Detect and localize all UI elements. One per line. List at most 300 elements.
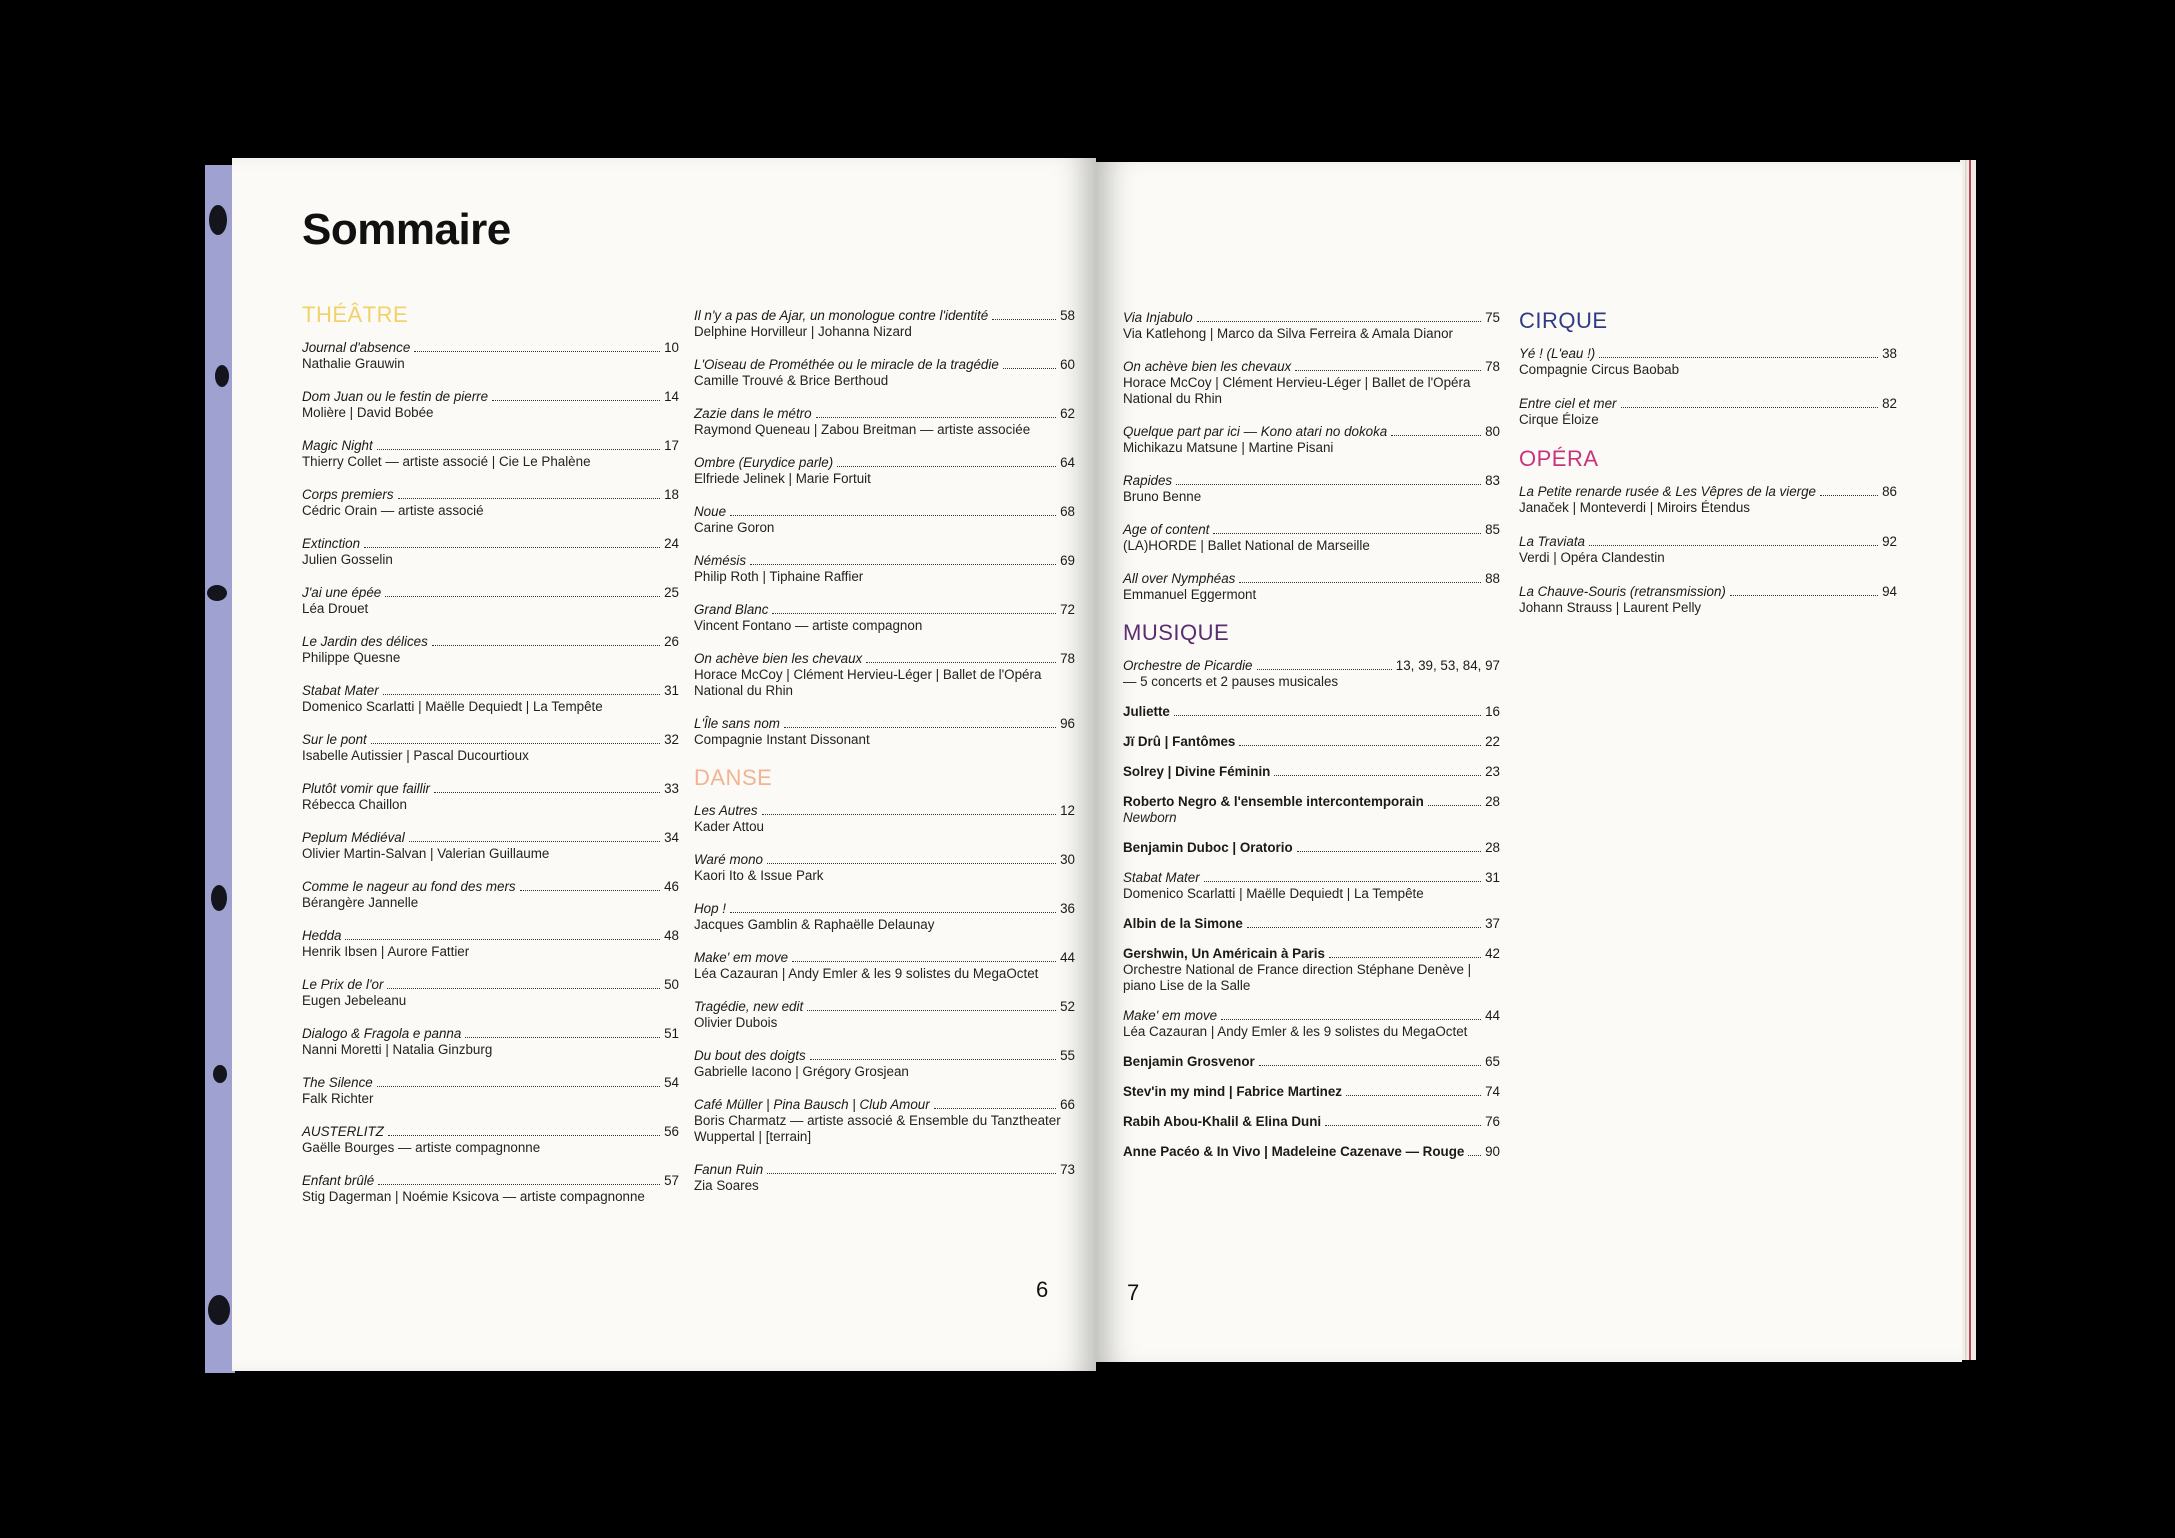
toc-entry-page: 66 bbox=[1060, 1097, 1075, 1112]
toc-entry bbox=[1123, 1144, 1500, 1160]
toc-entry bbox=[694, 553, 1075, 585]
toc-entry-credits: Compagnie Instant Dissonant bbox=[694, 732, 870, 747]
toc-entry-title: Peplum Médiéval bbox=[302, 830, 405, 845]
toc-entry-page: 26 bbox=[664, 634, 679, 649]
toc-entry-page: 31 bbox=[664, 683, 679, 698]
toc-entry bbox=[1123, 359, 1500, 407]
toc-entry-credits: Newborn bbox=[1123, 810, 1177, 825]
toc-entry-line bbox=[694, 1048, 1075, 1064]
toc-entry-page: 83 bbox=[1485, 473, 1500, 488]
toc-entry-credits: Via Katlehong | Marco da Silva Ferreira & Amala Dianor bbox=[1123, 326, 1453, 341]
dot-leader bbox=[807, 1010, 1056, 1011]
toc-entry-credits: Gaëlle Bourges — artiste compagnonne bbox=[302, 1140, 541, 1155]
section-heading-danse: DANSE bbox=[694, 765, 773, 790]
toc-entry-title: Fanun Ruin bbox=[694, 1162, 764, 1177]
dot-leader bbox=[1820, 495, 1878, 496]
toc-entry-line bbox=[1123, 1084, 1500, 1100]
toc-entry-title: Entre ciel et mer bbox=[1519, 396, 1617, 411]
toc-entry bbox=[302, 1173, 679, 1205]
toc-entry bbox=[1123, 571, 1500, 603]
dot-leader bbox=[934, 1108, 1056, 1109]
toc-entry-page: 33 bbox=[664, 781, 679, 796]
toc-entry-credits: Olivier Martin-Salvan | Valerian Guillaume bbox=[302, 846, 550, 861]
toc-entry-page: 28 bbox=[1485, 840, 1500, 855]
toc-entry bbox=[694, 803, 1075, 835]
toc-entry bbox=[694, 950, 1075, 982]
toc-entry-page: 88 bbox=[1485, 571, 1500, 586]
toc-entry bbox=[302, 830, 679, 862]
toc-entry-page: 64 bbox=[1060, 455, 1075, 470]
toc-entry bbox=[1123, 522, 1500, 554]
toc-entry-line bbox=[1519, 484, 1897, 500]
toc-entry-title: Rabih Abou-Khalil & Elina Duni bbox=[1123, 1114, 1322, 1129]
toc-entry-title: Dialogo & Fragola e panna bbox=[302, 1026, 462, 1041]
toc-entry-line bbox=[1123, 946, 1500, 962]
toc-entry-page: 22 bbox=[1485, 734, 1500, 749]
toc-entry-title: Jï Drû | Fantômes bbox=[1123, 734, 1236, 749]
toc-entry-page: 32 bbox=[664, 732, 679, 747]
toc-entry-line bbox=[302, 1173, 679, 1189]
dot-leader bbox=[1346, 1095, 1481, 1096]
toc-entry bbox=[694, 455, 1075, 487]
toc-entry-page: 86 bbox=[1882, 484, 1897, 499]
toc-entry bbox=[1123, 1054, 1500, 1070]
toc-entry-title: Make' em move bbox=[1123, 1008, 1218, 1023]
toc-entry-line bbox=[694, 950, 1075, 966]
toc-entry-credits: Molière | David Bobée bbox=[302, 405, 434, 420]
toc-entry-page: 18 bbox=[664, 487, 679, 502]
toc-entry-line bbox=[1123, 522, 1500, 538]
column-theatre bbox=[302, 302, 679, 1222]
toc-entry-line bbox=[694, 308, 1075, 324]
toc-entry-page: 78 bbox=[1060, 651, 1075, 666]
toc-entry-credits: Compagnie Circus Baobab bbox=[1519, 362, 1680, 377]
toc-entry-title: Quelque part par ici — Kono atari no dokoka bbox=[1123, 424, 1388, 439]
dot-leader bbox=[1589, 545, 1878, 546]
toc-entry-credits: — 5 concerts et 2 pauses musicales bbox=[1123, 674, 1339, 689]
toc-entry-line bbox=[302, 781, 679, 797]
dot-leader bbox=[388, 1135, 660, 1136]
toc-entry-line bbox=[694, 901, 1075, 917]
toc-entry-credits: Orchestre National de France direction Stéphane Denève | piano Lise de la Salle bbox=[1123, 962, 1472, 993]
toc-entry-line bbox=[1123, 840, 1500, 856]
toc-entry bbox=[1519, 584, 1897, 616]
toc-entry-credits: Kaori Ito & Issue Park bbox=[694, 868, 824, 883]
toc-entry-line bbox=[1123, 794, 1500, 810]
dot-leader bbox=[1239, 745, 1481, 746]
toc-entry-title: Ombre (Eurydice parle) bbox=[694, 455, 834, 470]
toc-entry-page: 54 bbox=[664, 1075, 679, 1090]
toc-entry-line bbox=[1123, 359, 1500, 375]
entry-list bbox=[694, 308, 1075, 748]
toc-entry-line bbox=[302, 928, 679, 944]
toc-entry-line bbox=[302, 389, 679, 405]
toc-entry-line bbox=[694, 1097, 1075, 1113]
toc-entry-page: 55 bbox=[1060, 1048, 1075, 1063]
dot-leader bbox=[837, 466, 1056, 467]
toc-entry-credits: Domenico Scarlatti | Maëlle Dequiedt | La Tempête bbox=[1123, 886, 1424, 901]
toc-entry-title: Plutôt vomir que faillir bbox=[302, 781, 431, 796]
toc-entry-title: Tragédie, new edit bbox=[694, 999, 804, 1014]
toc-entry bbox=[302, 438, 679, 470]
dot-leader bbox=[1204, 881, 1481, 882]
toc-entry-title: Yé ! (L'eau !) bbox=[1519, 346, 1596, 361]
toc-entry-line bbox=[1519, 396, 1897, 412]
dot-leader bbox=[767, 1173, 1056, 1174]
dot-leader bbox=[992, 319, 1056, 320]
toc-entry-title: Anne Pacéo & In Vivo | Madeleine Cazenave — Rouge bbox=[1123, 1144, 1465, 1159]
toc-entry-credits: Horace McCoy | Clément Hervieu-Léger | Ballet de l'Opéra National du Rhin bbox=[1123, 375, 1471, 406]
toc-entry-page: 76 bbox=[1485, 1114, 1500, 1129]
toc-entry-credits: Elfriede Jelinek | Marie Fortuit bbox=[694, 471, 871, 486]
toc-entry-title: La Petite renarde rusée & Les Vêpres de la vierge bbox=[1519, 484, 1817, 499]
toc-entry-line bbox=[1123, 1114, 1500, 1130]
dot-leader bbox=[1428, 805, 1481, 806]
toc-entry-page: 62 bbox=[1060, 406, 1075, 421]
toc-entry-line bbox=[1123, 571, 1500, 587]
toc-entry bbox=[1123, 764, 1500, 780]
toc-entry-page: 57 bbox=[664, 1173, 679, 1188]
toc-entry bbox=[1519, 396, 1897, 428]
toc-entry-title: On achève bien les chevaux bbox=[1123, 359, 1292, 374]
dot-leader bbox=[866, 662, 1056, 663]
toc-entry-line bbox=[1519, 534, 1897, 550]
toc-entry-credits: Nathalie Grauwin bbox=[302, 356, 405, 371]
dot-leader bbox=[1329, 957, 1481, 958]
dot-leader bbox=[792, 961, 1056, 962]
toc-entry-credits: Thierry Collet — artiste associé | Cie Le Phalène bbox=[302, 454, 591, 469]
toc-entry-line bbox=[302, 340, 679, 356]
entry-list bbox=[1123, 658, 1500, 1160]
dot-leader bbox=[784, 727, 1056, 728]
toc-entry bbox=[694, 357, 1075, 389]
toc-entry-line bbox=[1123, 1144, 1500, 1160]
toc-entry bbox=[302, 732, 679, 764]
toc-entry-title: Extinction bbox=[302, 536, 361, 551]
toc-entry-title: Via Injabulo bbox=[1123, 310, 1193, 325]
page-number-left: 6 bbox=[1036, 1277, 1049, 1302]
toc-entry-credits: Domenico Scarlatti | Maëlle Dequiedt | La Tempête bbox=[302, 699, 603, 714]
dot-leader bbox=[387, 988, 660, 989]
toc-entry-title: La Chauve-Souris (retransmission) bbox=[1519, 584, 1726, 599]
dot-leader bbox=[1259, 1065, 1481, 1066]
toc-entry bbox=[302, 1075, 679, 1107]
toc-entry bbox=[1123, 1084, 1500, 1100]
toc-entry bbox=[1123, 704, 1500, 720]
toc-entry bbox=[694, 651, 1075, 699]
toc-entry-title: Il n'y a pas de Ajar, un monologue contre l'identité bbox=[694, 308, 989, 323]
toc-entry-credits: Bérangère Jannelle bbox=[302, 895, 419, 910]
toc-entry bbox=[302, 634, 679, 666]
toc-entry bbox=[302, 781, 679, 813]
dot-leader bbox=[434, 792, 660, 793]
toc-entry-line bbox=[694, 803, 1075, 819]
toc-entry-line bbox=[302, 438, 679, 454]
toc-entry-page: 13, 39, 53, 84, 97 bbox=[1395, 658, 1500, 673]
dot-leader bbox=[432, 645, 660, 646]
dot-leader bbox=[750, 564, 1056, 565]
book-left-edge bbox=[205, 165, 235, 1373]
toc-entry-page: 80 bbox=[1485, 424, 1500, 439]
toc-entry-title: Le Jardin des délices bbox=[302, 634, 428, 649]
entry-list bbox=[1123, 310, 1500, 603]
toc-entry-line bbox=[1123, 1054, 1500, 1070]
toc-entry-line bbox=[694, 357, 1075, 373]
toc-entry-credits: Léa Cazauran | Andy Emler & les 9 solistes du MegaOctet bbox=[1123, 1024, 1468, 1039]
toc-entry-page: 36 bbox=[1060, 901, 1075, 916]
toc-entry-page: 85 bbox=[1485, 522, 1500, 537]
toc-entry-title: Les Autres bbox=[694, 803, 758, 818]
dot-leader bbox=[1297, 851, 1481, 852]
toc-entry bbox=[1519, 534, 1897, 566]
toc-entry-line bbox=[302, 879, 679, 895]
toc-entry-line bbox=[694, 1162, 1075, 1178]
toc-entry-page: 96 bbox=[1060, 716, 1075, 731]
dot-leader bbox=[492, 400, 660, 401]
toc-entry bbox=[1123, 1008, 1500, 1040]
page-number-right: 7 bbox=[1127, 1280, 1140, 1305]
toc-entry bbox=[1123, 916, 1500, 932]
toc-entry-title: Waré mono bbox=[694, 852, 763, 867]
toc-entry-page: 90 bbox=[1485, 1144, 1500, 1159]
entry-list bbox=[694, 803, 1075, 1194]
toc-entry-page: 92 bbox=[1882, 534, 1897, 549]
dot-leader bbox=[377, 1086, 660, 1087]
toc-entry-page: 10 bbox=[664, 340, 679, 355]
toc-entry-credits: Cirque Éloize bbox=[1519, 412, 1599, 427]
toc-entry-page: 78 bbox=[1485, 359, 1500, 374]
toc-entry-page: 68 bbox=[1060, 504, 1075, 519]
entry-list bbox=[1519, 346, 1897, 428]
toc-entry-line bbox=[694, 602, 1075, 618]
dot-leader bbox=[1730, 595, 1878, 596]
toc-entry-line bbox=[302, 536, 679, 552]
dot-leader bbox=[1468, 1155, 1481, 1156]
toc-entry bbox=[302, 683, 679, 715]
toc-entry-line bbox=[302, 585, 679, 601]
toc-entry-line bbox=[1519, 584, 1897, 600]
dot-leader bbox=[385, 596, 660, 597]
toc-entry bbox=[302, 340, 679, 372]
toc-entry-page: 14 bbox=[664, 389, 679, 404]
toc-entry bbox=[302, 879, 679, 911]
toc-entry-line bbox=[302, 487, 679, 503]
dot-leader bbox=[1221, 1019, 1481, 1020]
toc-entry-credits: Henrik Ibsen | Aurore Fattier bbox=[302, 944, 470, 959]
toc-entry-credits: Camille Trouvé & Brice Berthoud bbox=[694, 373, 889, 388]
dot-leader bbox=[1599, 357, 1878, 358]
toc-entry-page: 34 bbox=[664, 830, 679, 845]
dot-leader bbox=[377, 449, 660, 450]
toc-entry bbox=[1123, 658, 1500, 690]
toc-entry-title: Journal d'absence bbox=[302, 340, 411, 355]
dot-leader bbox=[772, 613, 1056, 614]
toc-entry-title: Stabat Mater bbox=[302, 683, 379, 698]
dot-leader bbox=[345, 939, 660, 940]
entry-list bbox=[1519, 484, 1897, 616]
toc-entry-credits: Michikazu Matsune | Martine Pisani bbox=[1123, 440, 1334, 455]
toc-entry-page: 65 bbox=[1485, 1054, 1500, 1069]
toc-entry-page: 94 bbox=[1882, 584, 1897, 599]
dot-leader bbox=[465, 1037, 660, 1038]
dot-leader bbox=[414, 351, 660, 352]
toc-entry bbox=[1123, 310, 1500, 342]
toc-entry-line bbox=[1123, 764, 1500, 780]
toc-entry bbox=[1123, 870, 1500, 902]
toc-entry bbox=[1123, 794, 1500, 826]
toc-entry-page: 30 bbox=[1060, 852, 1075, 867]
toc-entry-credits: (LA)HORDE | Ballet National de Marseille bbox=[1123, 538, 1370, 553]
entry-list bbox=[302, 340, 679, 1205]
toc-entry bbox=[1123, 424, 1500, 456]
toc-entry-title: Albin de la Simone bbox=[1123, 916, 1243, 931]
toc-entry-credits: Delphine Horvilleur | Johanna Nizard bbox=[694, 324, 912, 339]
section-heading-musique: MUSIQUE bbox=[1123, 620, 1230, 645]
toc-entry bbox=[694, 1048, 1075, 1080]
toc-entry-line bbox=[694, 406, 1075, 422]
toc-entry-title: Du bout des doigts bbox=[694, 1048, 806, 1063]
toc-entry bbox=[1123, 840, 1500, 856]
toc-entry-credits: Janaček | Monteverdi | Miroirs Étendus bbox=[1519, 500, 1750, 515]
toc-entry-credits: Olivier Dubois bbox=[694, 1015, 778, 1030]
toc-entry-title: Gershwin, Un Américain à Paris bbox=[1123, 946, 1325, 961]
toc-entry-page: 23 bbox=[1485, 764, 1500, 779]
dot-leader bbox=[1003, 368, 1056, 369]
toc-entry-line bbox=[1123, 310, 1500, 326]
toc-entry-title: Benjamin Duboc | Oratorio bbox=[1123, 840, 1293, 855]
toc-entry-line bbox=[302, 1124, 679, 1140]
toc-entry-page: 42 bbox=[1485, 946, 1500, 961]
toc-entry-line bbox=[1123, 916, 1500, 932]
toc-entry-title: AUSTERLITZ bbox=[302, 1124, 384, 1139]
dot-leader bbox=[1391, 435, 1481, 436]
toc-entry-line bbox=[1123, 424, 1500, 440]
toc-entry-line bbox=[1123, 704, 1500, 720]
dot-leader bbox=[1176, 484, 1481, 485]
toc-entry-page: 31 bbox=[1485, 870, 1500, 885]
dot-leader bbox=[1274, 775, 1481, 776]
dot-leader bbox=[730, 912, 1056, 913]
dot-leader bbox=[398, 498, 661, 499]
page-title: Sommaire bbox=[302, 205, 511, 254]
toc-entry-credits: Vincent Fontano — artiste compagnon bbox=[694, 618, 923, 633]
toc-entry-title: Juliette bbox=[1123, 704, 1170, 719]
toc-entry-line bbox=[1123, 473, 1500, 489]
toc-entry-line bbox=[694, 852, 1075, 868]
toc-entry bbox=[694, 716, 1075, 748]
toc-entry bbox=[1123, 473, 1500, 505]
toc-entry-page: 51 bbox=[664, 1026, 679, 1041]
toc-entry bbox=[302, 585, 679, 617]
toc-entry bbox=[302, 928, 679, 960]
toc-entry bbox=[694, 901, 1075, 933]
toc-entry-credits: Nanni Moretti | Natalia Ginzburg bbox=[302, 1042, 493, 1057]
toc-entry-title: Make' em move bbox=[694, 950, 789, 965]
toc-entry-title: Magic Night bbox=[302, 438, 373, 453]
toc-entry-title: Enfant brûlé bbox=[302, 1173, 375, 1188]
toc-entry-page: 44 bbox=[1485, 1008, 1500, 1023]
toc-entry-title: The Silence bbox=[302, 1075, 373, 1090]
dot-leader bbox=[810, 1059, 1056, 1060]
toc-entry bbox=[1123, 946, 1500, 994]
toc-entry-credits: Johann Strauss | Laurent Pelly bbox=[1519, 600, 1702, 615]
toc-entry-line bbox=[302, 634, 679, 650]
toc-entry-credits: Zia Soares bbox=[694, 1178, 759, 1193]
dot-leader bbox=[1239, 582, 1481, 583]
toc-entry-title: Café Müller | Pina Bausch | Club Amour bbox=[694, 1097, 930, 1112]
toc-entry-title: Corps premiers bbox=[302, 487, 394, 502]
dot-leader bbox=[378, 1184, 660, 1185]
toc-entry-page: 28 bbox=[1485, 794, 1500, 809]
toc-entry-line bbox=[694, 651, 1075, 667]
toc-entry-page: 38 bbox=[1882, 346, 1897, 361]
toc-entry-title: Solrey | Divine Féminin bbox=[1123, 764, 1271, 779]
toc-entry-page: 75 bbox=[1485, 310, 1500, 325]
column-theatre-danse bbox=[694, 308, 1075, 1211]
toc-entry-credits: Raymond Queneau | Zabou Breitman — artiste associée bbox=[694, 422, 1031, 437]
toc-entry-title: Hop ! bbox=[694, 901, 727, 916]
toc-entry-credits: Philip Roth | Tiphaine Raffier bbox=[694, 569, 864, 584]
toc-entry-line bbox=[1123, 870, 1500, 886]
toc-entry-credits: Isabelle Autissier | Pascal Ducourtioux bbox=[302, 748, 529, 763]
toc-entry-line bbox=[694, 716, 1075, 732]
toc-entry-page: 24 bbox=[664, 536, 679, 551]
toc-entry-line bbox=[1123, 1008, 1500, 1024]
toc-entry-line bbox=[302, 830, 679, 846]
dot-leader bbox=[730, 515, 1056, 516]
toc-entry-page: 16 bbox=[1485, 704, 1500, 719]
section-heading-cirque: CIRQUE bbox=[1519, 308, 1608, 333]
toc-entry-title: Rapides bbox=[1123, 473, 1173, 488]
toc-entry-credits: Cédric Orain — artiste associé bbox=[302, 503, 484, 518]
dot-leader bbox=[1295, 370, 1481, 371]
toc-entry-title: Le Prix de l'or bbox=[302, 977, 384, 992]
toc-entry-credits: Jacques Gamblin & Raphaëlle Delaunay bbox=[694, 917, 935, 932]
toc-entry-line bbox=[1519, 346, 1897, 362]
toc-entry bbox=[302, 1124, 679, 1156]
toc-entry-page: 52 bbox=[1060, 999, 1075, 1014]
toc-entry bbox=[302, 487, 679, 519]
dot-leader bbox=[767, 863, 1056, 864]
toc-entry-credits: Bruno Benne bbox=[1123, 489, 1202, 504]
toc-entry bbox=[694, 406, 1075, 438]
toc-entry-page: 69 bbox=[1060, 553, 1075, 568]
toc-entry bbox=[694, 852, 1075, 884]
toc-entry-page: 82 bbox=[1882, 396, 1897, 411]
column-danse-musique bbox=[1123, 310, 1500, 1174]
toc-entry-title: Orchestre de Picardie bbox=[1123, 658, 1253, 673]
toc-entry-title: Comme le nageur au fond des mers bbox=[302, 879, 516, 894]
book-right-edge bbox=[1960, 160, 1976, 1360]
toc-entry-line bbox=[302, 1075, 679, 1091]
toc-entry-title: L'Île sans nom bbox=[694, 716, 780, 731]
toc-entry-line bbox=[302, 977, 679, 993]
toc-entry-credits: Horace McCoy | Clément Hervieu-Léger | Ballet de l'Opéra National du Rhin bbox=[694, 667, 1042, 698]
toc-entry-page: 58 bbox=[1060, 308, 1075, 323]
toc-entry-page: 74 bbox=[1485, 1084, 1500, 1099]
toc-entry-line bbox=[1123, 658, 1500, 674]
dot-leader bbox=[1257, 669, 1392, 670]
toc-entry-title: Age of content bbox=[1123, 522, 1210, 537]
dot-leader bbox=[1174, 715, 1481, 716]
toc-entry-title: Zazie dans le métro bbox=[694, 406, 812, 421]
toc-entry-credits: Boris Charmatz — artiste associé & Ensemble du Tanztheater Wuppertal | [terrain] bbox=[694, 1113, 1061, 1144]
toc-entry-title: Sur le pont bbox=[302, 732, 367, 747]
toc-entry bbox=[694, 602, 1075, 634]
toc-entry-credits: Léa Cazauran | Andy Emler & les 9 solistes du MegaOctet bbox=[694, 966, 1039, 981]
toc-entry-title: Dom Juan ou le festin de pierre bbox=[302, 389, 489, 404]
toc-entry-title: On achève bien les chevaux bbox=[694, 651, 863, 666]
